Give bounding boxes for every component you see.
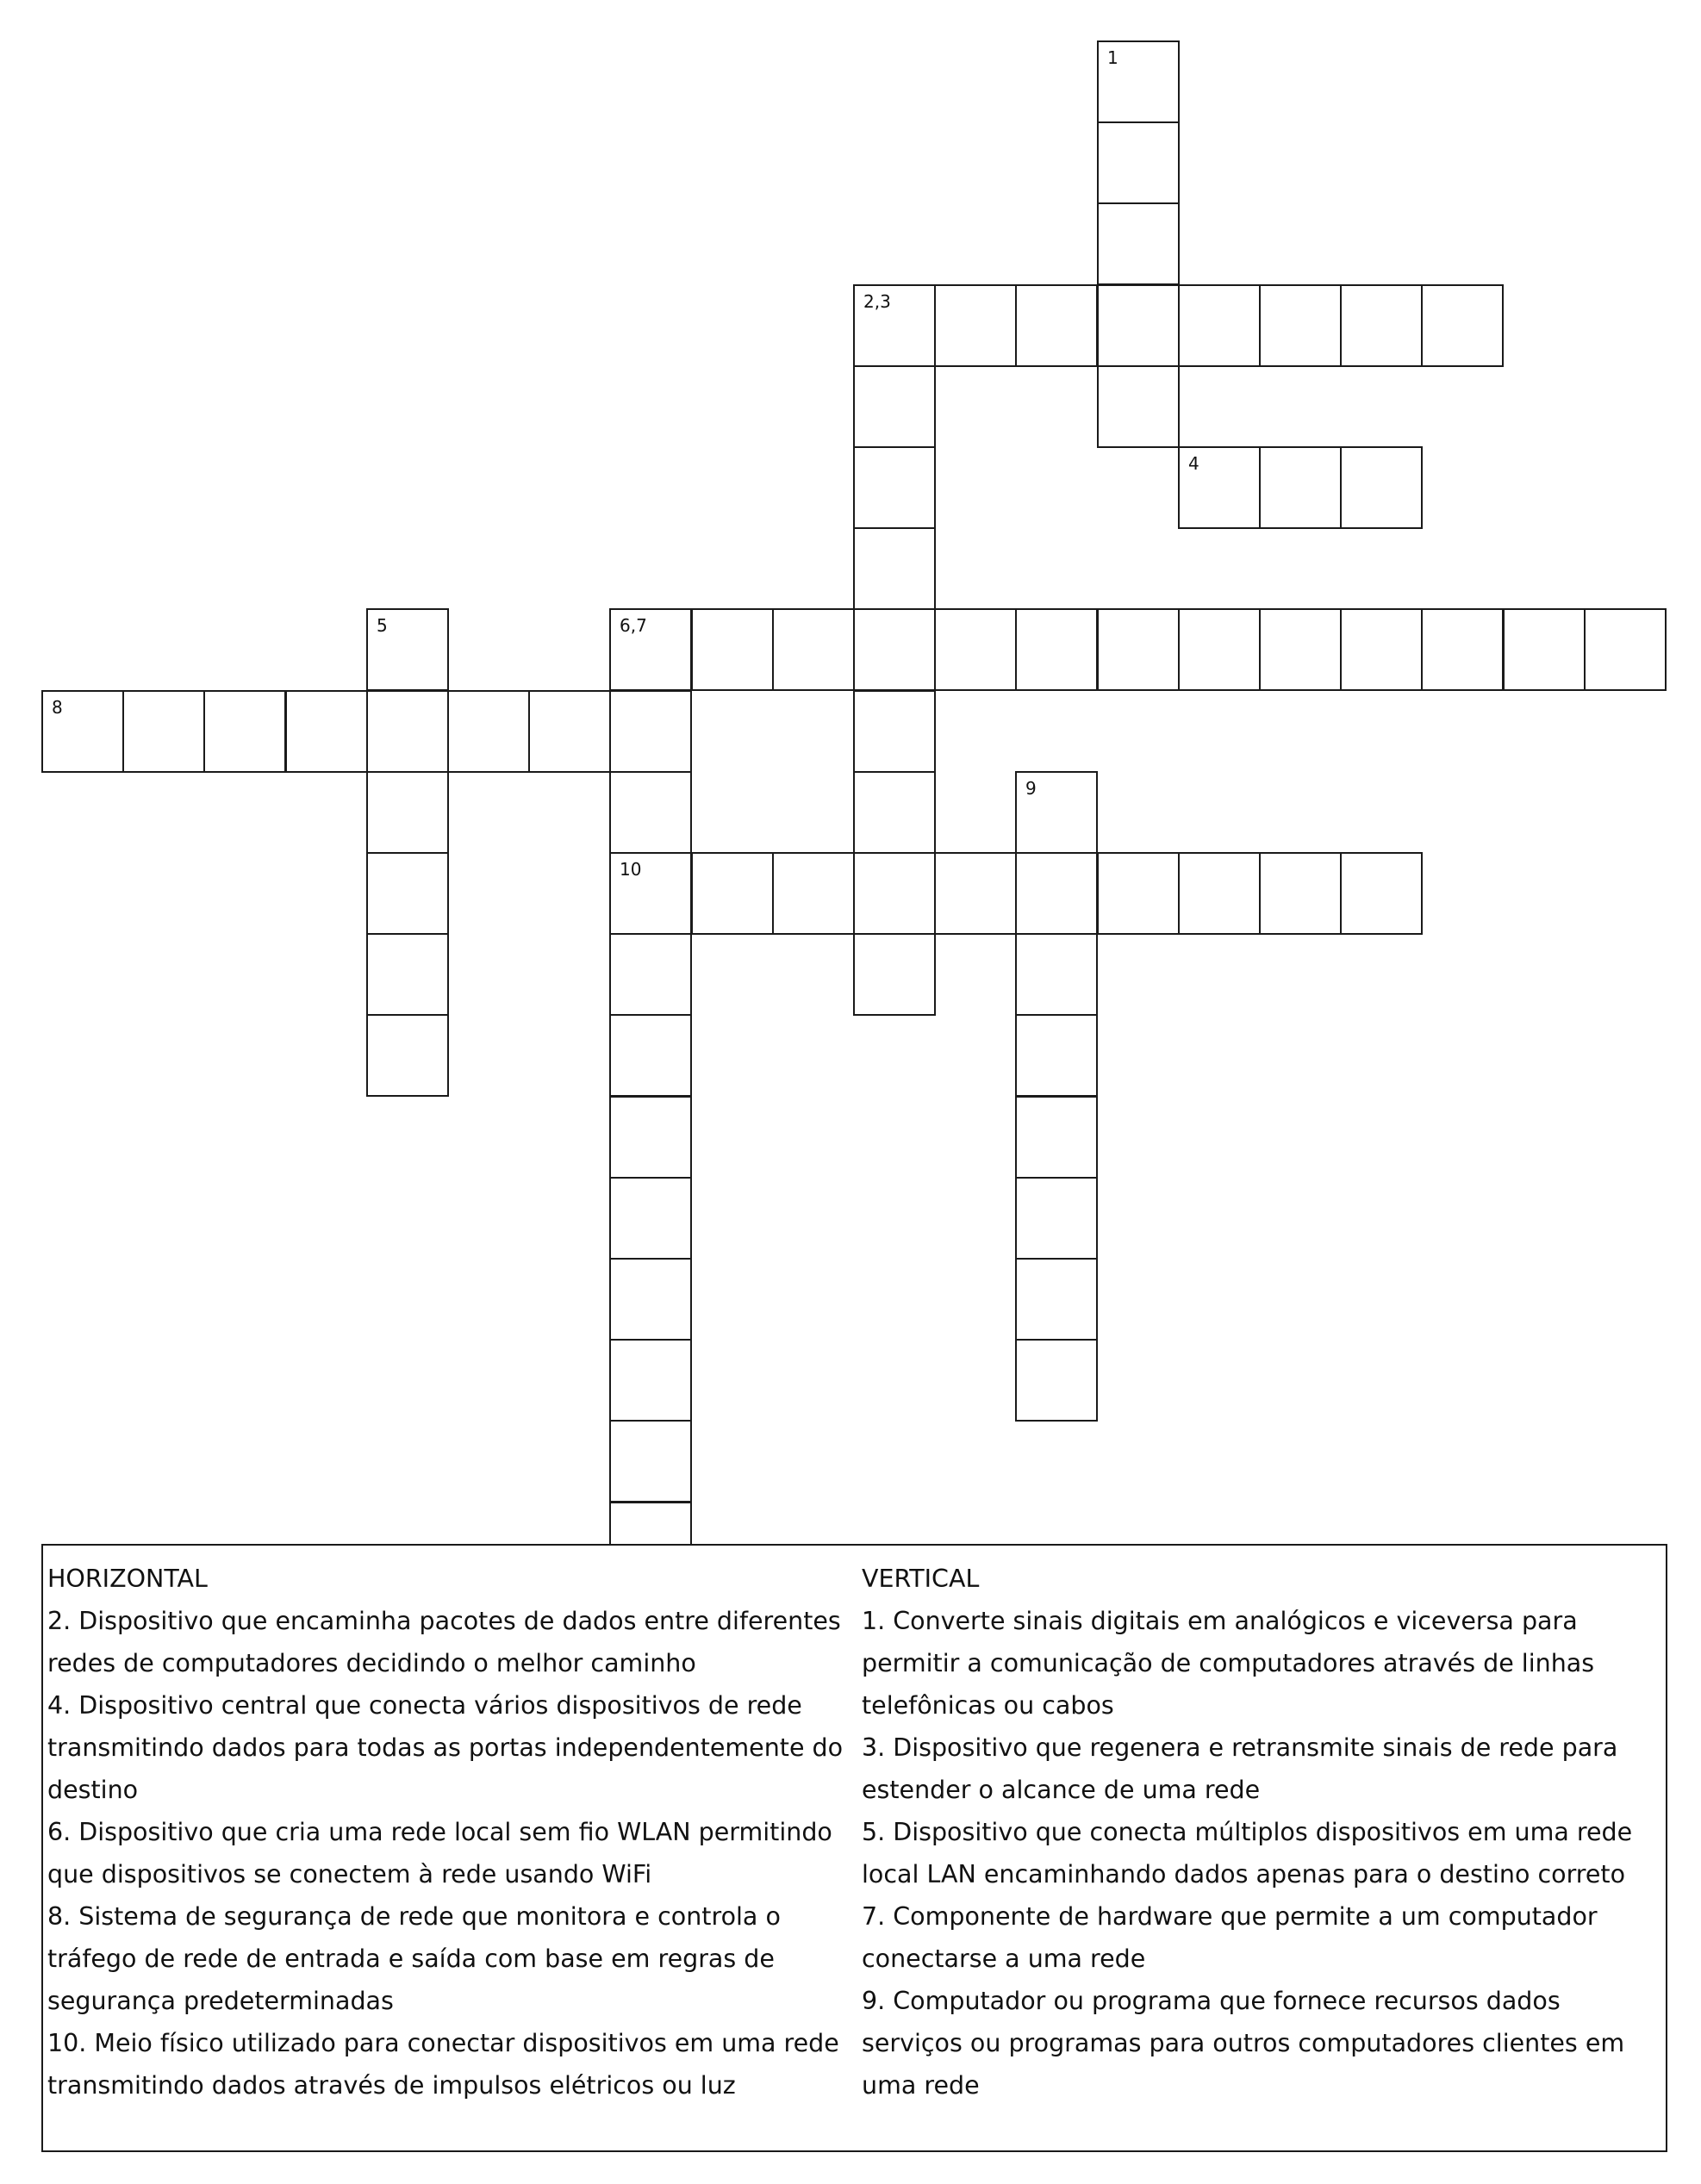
grid-cell[interactable] [1097, 608, 1180, 691]
grid-cell[interactable] [366, 690, 449, 773]
grid-cell[interactable] [1259, 284, 1342, 367]
grid-cell[interactable] [1015, 1014, 1098, 1097]
clue-number: 9 [1025, 778, 1037, 799]
grid-cell[interactable] [122, 690, 205, 773]
grid-cell[interactable] [366, 933, 449, 1016]
grid-cell[interactable] [447, 690, 530, 773]
grid-cell[interactable] [1015, 933, 1098, 1016]
grid-cell[interactable] [1015, 1177, 1098, 1260]
grid-cell[interactable] [609, 608, 692, 691]
clue-number: 1 [1107, 47, 1118, 68]
grid-cell[interactable] [366, 1014, 449, 1097]
grid-cell[interactable] [528, 690, 611, 773]
across-clues [47, 1558, 853, 2106]
down-clue-5: 5. Dispositivo que conecta múltiplos dispositivos em uma rede local LAN encaminhando dados apenas para o destino correto [862, 1818, 1633, 1888]
across-clue-10: 10. Meio físico utilizado para conectar dispositivos em uma rede transmitindo dados através de impulsos elétricos ou luz [47, 2029, 839, 2100]
grid-cell[interactable] [772, 852, 855, 935]
grid-cell[interactable] [1178, 446, 1261, 529]
grid-cell[interactable] [1097, 852, 1180, 935]
grid-cell[interactable] [1259, 608, 1342, 691]
grid-cell[interactable] [853, 771, 936, 854]
grid-cell[interactable] [1015, 852, 1098, 935]
across-heading: HORIZONTAL [47, 1565, 208, 1593]
grid-cell[interactable] [853, 365, 936, 448]
grid-cell[interactable] [1584, 608, 1667, 691]
down-heading: VERTICAL [862, 1565, 980, 1593]
grid-cell[interactable] [609, 771, 692, 854]
down-clue-1: 1. Converte sinais digitais em analógicos e viceversa para permitir a comunicação de computadores através de linhas telefônicas ou cabos [862, 1607, 1595, 1720]
grid-cell[interactable] [609, 1339, 692, 1422]
grid-cell[interactable] [1340, 446, 1423, 529]
grid-cell[interactable] [1340, 852, 1423, 935]
grid-cell[interactable] [1015, 608, 1098, 691]
grid-cell[interactable] [1015, 771, 1098, 854]
grid-cell[interactable] [609, 1096, 692, 1179]
grid-cell[interactable] [366, 771, 449, 854]
across-clue-2: 2. Dispositivo que encaminha pacotes de dados entre diferentes redes de computadores decidindo o melhor caminho [47, 1607, 841, 1677]
clue-number: 6,7 [620, 615, 647, 636]
grid-cell[interactable] [853, 933, 936, 1016]
grid-cell[interactable] [853, 608, 936, 691]
grid-cell[interactable] [934, 284, 1017, 367]
grid-cell[interactable] [1097, 284, 1180, 367]
grid-cell[interactable] [1340, 608, 1423, 691]
down-clue-7: 7. Componente de hardware que permite a um computador conectarse a uma rede [862, 1902, 1598, 1973]
grid-cell[interactable] [366, 852, 449, 935]
grid-cell[interactable] [1259, 446, 1342, 529]
grid-cell[interactable] [853, 284, 936, 367]
grid-cell[interactable] [1015, 1339, 1098, 1422]
clue-number: 8 [52, 697, 63, 718]
grid-cell[interactable] [1097, 121, 1180, 204]
grid-cell[interactable] [203, 690, 286, 773]
grid-cell[interactable] [609, 933, 692, 1016]
grid-cell[interactable] [853, 690, 936, 773]
down-clue-3: 3. Dispositivo que regenera e retransmite sinais de rede para estender o alcance de uma rede [862, 1733, 1618, 1804]
grid-cell[interactable] [1340, 284, 1423, 367]
grid-cell[interactable] [1259, 852, 1342, 935]
grid-cell[interactable] [609, 1014, 692, 1097]
grid-cell[interactable] [1015, 1096, 1098, 1179]
grid-cell[interactable] [609, 852, 692, 935]
across-clue-8: 8. Sistema de segurança de rede que monitora e controla o tráfego de rede de entrada e saída com base em regras de segurança predeterminadas [47, 1902, 781, 2015]
grid-cell[interactable] [1421, 608, 1504, 691]
grid-cell[interactable] [934, 608, 1017, 691]
grid-cell[interactable] [772, 608, 855, 691]
clue-panel [41, 1544, 1667, 2152]
grid-cell[interactable] [1178, 852, 1261, 935]
across-clue-6: 6. Dispositivo que cria uma rede local sem fio WLAN permitindo que dispositivos se conectem à rede usando WiFi [47, 1818, 832, 1888]
grid-cell[interactable] [691, 608, 774, 691]
grid-cell[interactable] [609, 1177, 692, 1260]
across-clue-4: 4. Dispositivo central que conecta vários dispositivos de rede transmitindo dados para todas as portas independentemente do destino [47, 1691, 844, 1804]
grid-cell[interactable] [609, 1420, 692, 1503]
clue-number: 10 [620, 859, 642, 880]
grid-cell[interactable] [1097, 40, 1180, 123]
down-clues [862, 1558, 1661, 2106]
grid-cell[interactable] [1503, 608, 1586, 691]
clue-number: 4 [1188, 453, 1199, 474]
grid-cell[interactable] [285, 690, 368, 773]
down-clue-9: 9. Computador ou programa que fornece recursos dados serviços ou programas para outros computadores clientes em uma rede [862, 1987, 1625, 2100]
grid-cell[interactable] [934, 852, 1017, 935]
grid-cell[interactable] [1015, 284, 1098, 367]
grid-cell[interactable] [609, 1258, 692, 1341]
grid-cell[interactable] [853, 446, 936, 529]
grid-cell[interactable] [41, 690, 124, 773]
grid-cell[interactable] [1421, 284, 1504, 367]
grid-cell[interactable] [691, 852, 774, 935]
clue-number: 2,3 [863, 291, 891, 312]
grid-cell[interactable] [853, 527, 936, 610]
grid-cell[interactable] [366, 608, 449, 691]
grid-cell[interactable] [1178, 608, 1261, 691]
grid-cell[interactable] [1097, 202, 1180, 285]
clue-number: 5 [377, 615, 388, 636]
grid-cell[interactable] [1178, 284, 1261, 367]
grid-cell[interactable] [853, 852, 936, 935]
grid-cell[interactable] [1015, 1258, 1098, 1341]
grid-cell[interactable] [609, 690, 692, 773]
grid-cell[interactable] [1097, 365, 1180, 448]
